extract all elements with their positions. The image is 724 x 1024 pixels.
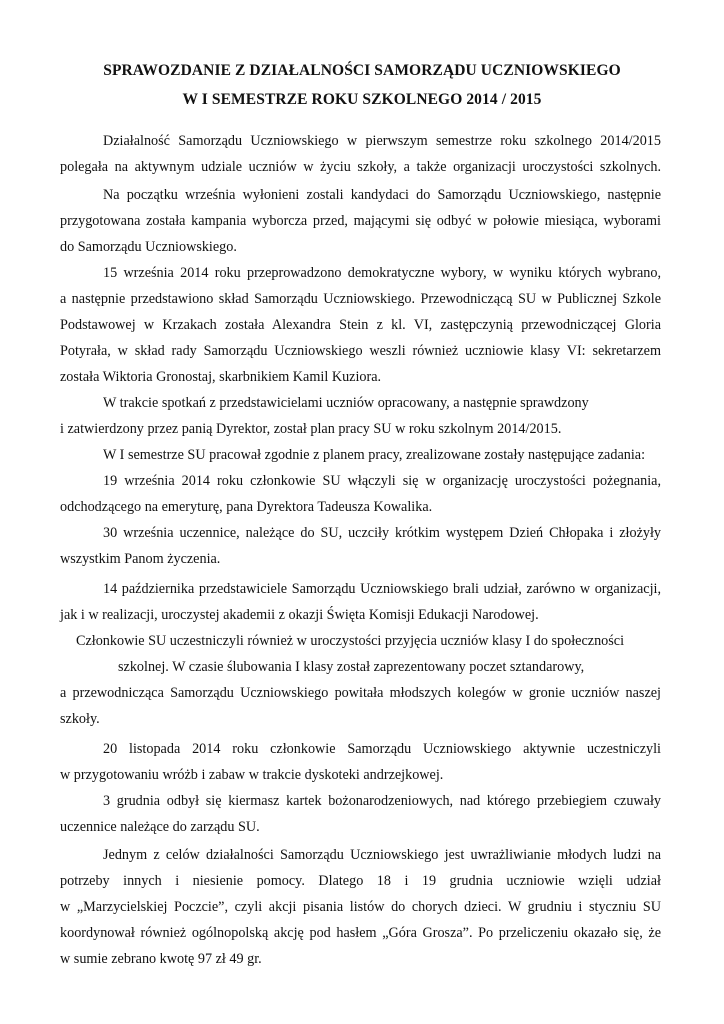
text-line: szkoły. bbox=[60, 711, 100, 727]
text-line: przygotowana została kampania wyborcza przed, mającymi się odbyć w połowie miesiąca, wyborami bbox=[60, 213, 661, 229]
text-line: szkolnej. W czasie ślubowania I klasy został zaprezentowany poczet sztandarowy, bbox=[118, 659, 585, 675]
text-line: koordynował również ogólnopolską akcję pod hasłem „Góra Grosza”. Po przeliczeniu okazało się, że bbox=[60, 925, 661, 941]
document-title-line-2: W I SEMESTRZE ROKU SZKOLNEGO 2014 / 2015 bbox=[182, 91, 542, 108]
text-line: polegała na aktywnym udziale uczniów w życiu szkoły, a także organizacji uroczystości szkolnych. bbox=[60, 159, 661, 175]
text-line: w przygotowaniu wróżb i zabaw w trakcie dyskoteki andrzejkowej. bbox=[60, 767, 444, 783]
text-line: Działalność Samorządu Uczniowskiego w pierwszym semestrze roku szkolnego 2014/2015 bbox=[103, 133, 661, 149]
text-line: Jednym z celów działalności Samorządu Uczniowskiego jest uwrażliwianie młodych ludzi na bbox=[103, 847, 661, 863]
text-line: W trakcie spotkań z przedstawicielami uczniów opracowany, a następnie sprawdzony bbox=[103, 395, 589, 411]
text-line: a następnie przedstawiono skład Samorządu Uczniowskiego. Przewodniczącą SU w Publicznej Szkole bbox=[60, 291, 661, 307]
text-line: Na początku września wyłonieni zostali kandydaci do Samorządu Uczniowskiego, następnie bbox=[103, 187, 661, 203]
text-line: w sumie zebrano kwotę 97 zł 49 gr. bbox=[60, 951, 262, 967]
text-line: Podstawowej w Krzakach została Alexandra Stein z kl. VI, zastępczynią przewodniczącej Gloria bbox=[60, 317, 661, 333]
text-line: potrzeby innych i niesienie pomocy. Dlatego 18 i 19 grudnia uczniowie wzięli udział bbox=[60, 873, 661, 889]
text-line: w „Marzycielskiej Poczcie”, czyli akcji pisania listów do chorych dzieci. W grudniu i styczniu SU bbox=[60, 899, 661, 915]
text-line: 20 listopada 2014 roku członkowie Samorządu Uczniowskiego aktywnie uczestniczyli bbox=[103, 741, 661, 757]
text-line: 14 października przedstawiciele Samorządu Uczniowskiego brali udział, zarówno w organizacji, bbox=[103, 581, 661, 597]
text-line: 30 września uczennice, należące do SU, uczciły krótkim występem Dzień Chłopaka i złożyły bbox=[103, 525, 661, 541]
text-line: i zatwierdzony przez panią Dyrektor, został plan pracy SU w roku szkolnym 2014/2015. bbox=[60, 421, 562, 437]
text-line: Potyrała, w skład rady Samorządu Uczniowskiego weszli również uczniowie klasy VI: sekretarzem bbox=[60, 343, 661, 359]
text-line: do Samorządu Uczniowskiego. bbox=[60, 239, 237, 255]
text-line: 3 grudnia odbył się kiermasz kartek bożonarodzeniowych, nad którego przebiegiem czuwały bbox=[103, 793, 661, 809]
text-line: uczennice należące do zarządu SU. bbox=[60, 819, 260, 835]
text-line: W I semestrze SU pracował zgodnie z planem pracy, zrealizowane zostały następujące zadania: bbox=[103, 447, 646, 463]
text-line: jak i w realizacji, uroczystej akademii z okazji Święta Komisji Edukacji Narodowej. bbox=[60, 607, 539, 623]
text-line: a przewodnicząca Samorządu Uczniowskiego powitała młodszych kolegów w gronie uczniów naszej bbox=[60, 685, 661, 701]
document-title-line-1: SPRAWOZDANIE Z DZIAŁALNOŚCI SAMORZĄDU UCZNIOWSKIEGO bbox=[103, 62, 621, 79]
text-line: 19 września 2014 roku członkowie SU włączyli się w organizację uroczystości pożegnania, bbox=[103, 473, 661, 489]
text-line: odchodzącego na emeryturę, pana Dyrektora Tadeusza Kowalika. bbox=[60, 499, 433, 515]
text-line: Członkowie SU uczestniczyli również w uroczystości przyjęcia uczniów klasy I do społeczności bbox=[76, 633, 625, 649]
text-line: wszystkim Panom życzenia. bbox=[60, 551, 221, 567]
text-line: została Wiktoria Gronostaj, skarbnikiem Kamil Kuziora. bbox=[60, 369, 382, 385]
text-line: 15 września 2014 roku przeprowadzono demokratyczne wybory, w wyniku których wybrano, bbox=[103, 265, 661, 281]
